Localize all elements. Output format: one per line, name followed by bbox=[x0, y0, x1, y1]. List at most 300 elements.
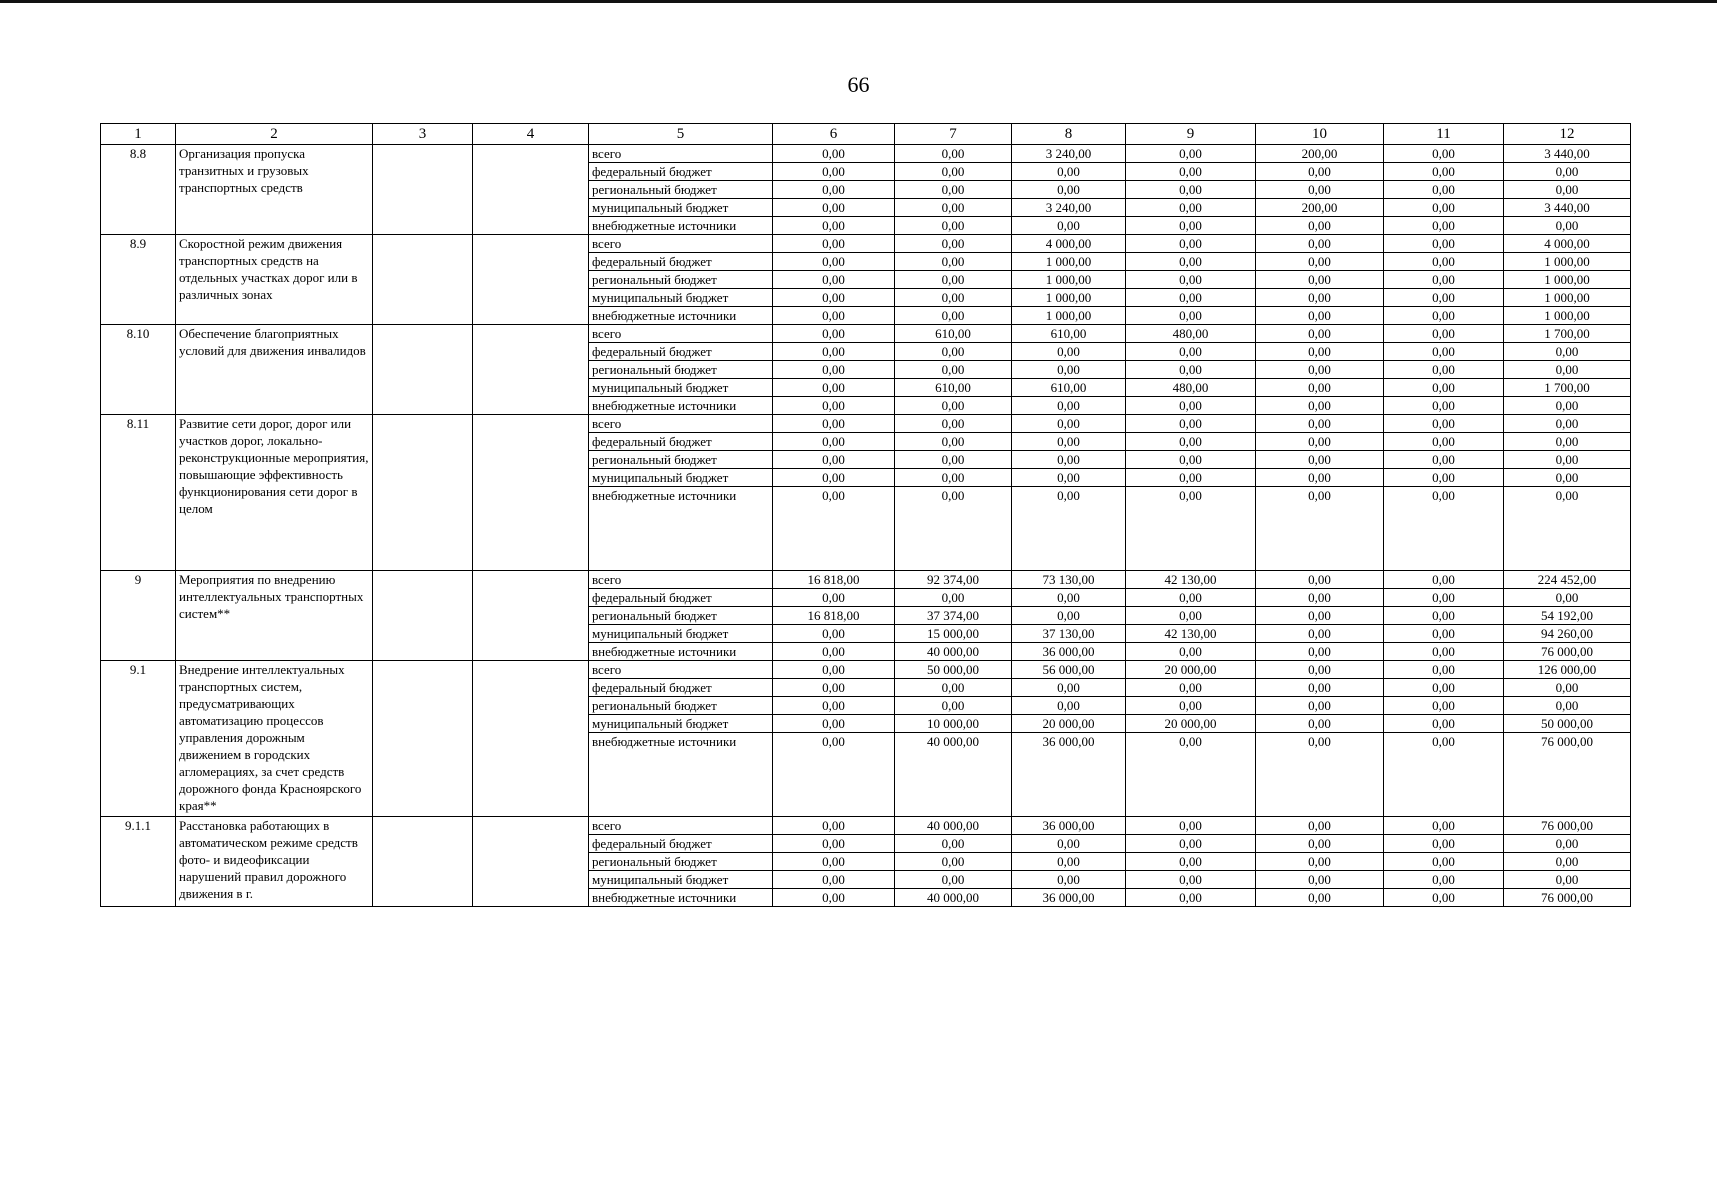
funding-source: федеральный бюджет bbox=[589, 433, 773, 451]
value-cell: 0,00 bbox=[1012, 607, 1126, 625]
value-cell: 0,00 bbox=[1126, 343, 1256, 361]
value-cell: 0,00 bbox=[1504, 871, 1631, 889]
value-cell: 0,00 bbox=[773, 451, 895, 469]
value-cell: 0,00 bbox=[895, 589, 1012, 607]
value-cell: 1 000,00 bbox=[1504, 307, 1631, 325]
value-cell: 0,00 bbox=[895, 451, 1012, 469]
value-cell: 0,00 bbox=[1384, 145, 1504, 163]
value-cell: 0,00 bbox=[895, 307, 1012, 325]
value-cell: 0,00 bbox=[773, 217, 895, 235]
value-cell: 0,00 bbox=[773, 325, 895, 343]
value-cell: 4 000,00 bbox=[1012, 235, 1126, 253]
value-cell: 0,00 bbox=[1012, 679, 1126, 697]
value-cell: 0,00 bbox=[773, 361, 895, 379]
value-cell: 0,00 bbox=[1384, 199, 1504, 217]
value-cell: 0,00 bbox=[1384, 379, 1504, 397]
column-3-cell bbox=[373, 325, 473, 415]
value-cell: 73 130,00 bbox=[1012, 571, 1126, 589]
value-cell: 0,00 bbox=[895, 163, 1012, 181]
value-cell: 0,00 bbox=[1126, 235, 1256, 253]
value-cell: 50 000,00 bbox=[895, 661, 1012, 679]
funding-source: федеральный бюджет bbox=[589, 589, 773, 607]
value-cell: 0,00 bbox=[1384, 451, 1504, 469]
value-cell: 0,00 bbox=[773, 643, 895, 661]
value-cell: 0,00 bbox=[773, 235, 895, 253]
value-cell: 0,00 bbox=[1126, 415, 1256, 433]
value-cell: 1 000,00 bbox=[1012, 271, 1126, 289]
value-cell: 0,00 bbox=[1256, 469, 1384, 487]
value-cell: 0,00 bbox=[1126, 199, 1256, 217]
value-cell: 0,00 bbox=[1256, 835, 1384, 853]
value-cell: 0,00 bbox=[1126, 361, 1256, 379]
column-number: 10 bbox=[1256, 124, 1384, 145]
value-cell: 0,00 bbox=[1384, 271, 1504, 289]
value-cell: 0,00 bbox=[895, 343, 1012, 361]
funding-source: федеральный бюджет bbox=[589, 163, 773, 181]
value-cell: 3 240,00 bbox=[1012, 145, 1126, 163]
value-cell: 610,00 bbox=[895, 379, 1012, 397]
item-code: 8.9 bbox=[101, 235, 176, 325]
column-4-cell bbox=[473, 817, 589, 907]
value-cell: 0,00 bbox=[1504, 397, 1631, 415]
value-cell: 0,00 bbox=[1256, 625, 1384, 643]
value-cell: 0,00 bbox=[1256, 217, 1384, 235]
value-cell: 0,00 bbox=[1126, 253, 1256, 271]
value-cell: 0,00 bbox=[1504, 433, 1631, 451]
value-cell: 40 000,00 bbox=[895, 889, 1012, 907]
value-cell: 92 374,00 bbox=[895, 571, 1012, 589]
funding-source: региональный бюджет bbox=[589, 361, 773, 379]
value-cell: 0,00 bbox=[1012, 589, 1126, 607]
value-cell: 0,00 bbox=[1504, 361, 1631, 379]
value-cell: 0,00 bbox=[773, 817, 895, 835]
value-cell: 36 000,00 bbox=[1012, 733, 1126, 817]
funding-source: всего bbox=[589, 817, 773, 835]
value-cell: 0,00 bbox=[1126, 697, 1256, 715]
value-cell: 20 000,00 bbox=[1126, 715, 1256, 733]
item-name: Развитие сети дорог, дорог или участков дорог, локально-реконструкционные мероприятия, повышающие эффективность функционирования сети дорог в целом bbox=[176, 415, 373, 571]
item-code: 9.1.1 bbox=[101, 817, 176, 907]
value-cell: 56 000,00 bbox=[1012, 661, 1126, 679]
funding-source: муниципальный бюджет bbox=[589, 469, 773, 487]
value-cell: 0,00 bbox=[895, 217, 1012, 235]
value-cell: 0,00 bbox=[1126, 307, 1256, 325]
value-cell: 480,00 bbox=[1126, 379, 1256, 397]
value-cell: 0,00 bbox=[1384, 163, 1504, 181]
value-cell: 0,00 bbox=[895, 487, 1012, 571]
value-cell: 0,00 bbox=[1126, 607, 1256, 625]
column-3-cell bbox=[373, 661, 473, 817]
value-cell: 40 000,00 bbox=[895, 733, 1012, 817]
funding-source: внебюджетные источники bbox=[589, 889, 773, 907]
value-cell: 0,00 bbox=[1126, 451, 1256, 469]
value-cell: 0,00 bbox=[895, 415, 1012, 433]
value-cell: 0,00 bbox=[773, 853, 895, 871]
value-cell: 0,00 bbox=[895, 397, 1012, 415]
value-cell: 0,00 bbox=[1126, 817, 1256, 835]
value-cell: 0,00 bbox=[1126, 853, 1256, 871]
value-cell: 0,00 bbox=[1504, 697, 1631, 715]
column-number-row bbox=[101, 124, 1631, 145]
value-cell: 0,00 bbox=[1384, 343, 1504, 361]
column-4-cell bbox=[473, 235, 589, 325]
value-cell: 0,00 bbox=[1384, 235, 1504, 253]
value-cell: 0,00 bbox=[1012, 835, 1126, 853]
value-cell: 0,00 bbox=[1384, 835, 1504, 853]
value-cell: 0,00 bbox=[1126, 889, 1256, 907]
value-cell: 0,00 bbox=[773, 469, 895, 487]
value-cell: 50 000,00 bbox=[1504, 715, 1631, 733]
value-cell: 0,00 bbox=[773, 733, 895, 817]
value-cell: 1 000,00 bbox=[1504, 253, 1631, 271]
value-cell: 0,00 bbox=[1256, 343, 1384, 361]
value-cell: 0,00 bbox=[1126, 181, 1256, 199]
value-cell: 0,00 bbox=[773, 679, 895, 697]
funding-source: муниципальный бюджет bbox=[589, 715, 773, 733]
column-3-cell bbox=[373, 415, 473, 571]
value-cell: 0,00 bbox=[1012, 697, 1126, 715]
value-cell: 0,00 bbox=[1504, 343, 1631, 361]
value-cell: 0,00 bbox=[1384, 733, 1504, 817]
table-row bbox=[101, 661, 1631, 679]
value-cell: 0,00 bbox=[1384, 589, 1504, 607]
value-cell: 0,00 bbox=[1504, 451, 1631, 469]
value-cell: 0,00 bbox=[1384, 361, 1504, 379]
value-cell: 0,00 bbox=[1126, 871, 1256, 889]
value-cell: 1 000,00 bbox=[1012, 307, 1126, 325]
item-code: 8.11 bbox=[101, 415, 176, 571]
funding-source: федеральный бюджет bbox=[589, 253, 773, 271]
value-cell: 0,00 bbox=[1126, 733, 1256, 817]
funding-source: всего bbox=[589, 661, 773, 679]
value-cell: 224 452,00 bbox=[1504, 571, 1631, 589]
column-number: 12 bbox=[1504, 124, 1631, 145]
value-cell: 42 130,00 bbox=[1126, 625, 1256, 643]
value-cell: 0,00 bbox=[1126, 835, 1256, 853]
value-cell: 0,00 bbox=[1256, 235, 1384, 253]
value-cell: 0,00 bbox=[1012, 451, 1126, 469]
value-cell: 0,00 bbox=[1126, 469, 1256, 487]
column-number: 11 bbox=[1384, 124, 1504, 145]
value-cell: 0,00 bbox=[773, 889, 895, 907]
value-cell: 0,00 bbox=[773, 199, 895, 217]
value-cell: 1 700,00 bbox=[1504, 379, 1631, 397]
value-cell: 0,00 bbox=[1504, 487, 1631, 571]
item-name: Организация пропуска транзитных и грузовых транспортных средств bbox=[176, 145, 373, 235]
column-number: 7 bbox=[895, 124, 1012, 145]
value-cell: 0,00 bbox=[773, 307, 895, 325]
value-cell: 0,00 bbox=[1012, 163, 1126, 181]
value-cell: 0,00 bbox=[1256, 181, 1384, 199]
funding-source: внебюджетные источники bbox=[589, 487, 773, 571]
value-cell: 0,00 bbox=[1384, 469, 1504, 487]
value-cell: 0,00 bbox=[1126, 487, 1256, 571]
value-cell: 0,00 bbox=[1384, 817, 1504, 835]
value-cell: 0,00 bbox=[1384, 643, 1504, 661]
value-cell: 15 000,00 bbox=[895, 625, 1012, 643]
value-cell: 0,00 bbox=[773, 871, 895, 889]
value-cell: 0,00 bbox=[1504, 181, 1631, 199]
value-cell: 76 000,00 bbox=[1504, 643, 1631, 661]
value-cell: 0,00 bbox=[773, 343, 895, 361]
value-cell: 0,00 bbox=[773, 145, 895, 163]
value-cell: 0,00 bbox=[1012, 433, 1126, 451]
column-4-cell bbox=[473, 661, 589, 817]
table-row bbox=[101, 571, 1631, 589]
value-cell: 0,00 bbox=[1126, 589, 1256, 607]
table-row bbox=[101, 817, 1631, 835]
value-cell: 0,00 bbox=[1126, 289, 1256, 307]
scan-border bbox=[0, 0, 1717, 3]
value-cell: 1 000,00 bbox=[1504, 271, 1631, 289]
value-cell: 0,00 bbox=[1126, 271, 1256, 289]
value-cell: 76 000,00 bbox=[1504, 889, 1631, 907]
item-name: Мероприятия по внедрению интеллектуальных транспортных систем** bbox=[176, 571, 373, 661]
item-name: Внедрение интеллектуальных транспортных систем, предусматривающих автоматизацию процессов управления дорожным движением в городских агломерациях, за счет средств дорожного фонда Красноярского края** bbox=[176, 661, 373, 817]
funding-source: внебюджетные источники bbox=[589, 733, 773, 817]
value-cell: 0,00 bbox=[773, 397, 895, 415]
value-cell: 0,00 bbox=[1504, 415, 1631, 433]
table-row bbox=[101, 325, 1631, 343]
value-cell: 42 130,00 bbox=[1126, 571, 1256, 589]
value-cell: 0,00 bbox=[895, 697, 1012, 715]
value-cell: 126 000,00 bbox=[1504, 661, 1631, 679]
value-cell: 0,00 bbox=[1126, 643, 1256, 661]
value-cell: 0,00 bbox=[1256, 451, 1384, 469]
funding-source: внебюджетные источники bbox=[589, 217, 773, 235]
value-cell: 0,00 bbox=[1256, 307, 1384, 325]
value-cell: 0,00 bbox=[1256, 661, 1384, 679]
column-4-cell bbox=[473, 415, 589, 571]
value-cell: 0,00 bbox=[1012, 361, 1126, 379]
value-cell: 0,00 bbox=[1256, 853, 1384, 871]
page-number: 66 bbox=[847, 72, 870, 97]
funding-source: региональный бюджет bbox=[589, 181, 773, 199]
value-cell: 0,00 bbox=[1012, 415, 1126, 433]
value-cell: 610,00 bbox=[895, 325, 1012, 343]
value-cell: 0,00 bbox=[1126, 397, 1256, 415]
value-cell: 94 260,00 bbox=[1504, 625, 1631, 643]
value-cell: 0,00 bbox=[1504, 217, 1631, 235]
value-cell: 0,00 bbox=[895, 361, 1012, 379]
funding-source: всего bbox=[589, 415, 773, 433]
value-cell: 610,00 bbox=[1012, 325, 1126, 343]
funding-source: муниципальный бюджет bbox=[589, 289, 773, 307]
value-cell: 0,00 bbox=[895, 199, 1012, 217]
funding-source: региональный бюджет bbox=[589, 451, 773, 469]
item-code: 8.10 bbox=[101, 325, 176, 415]
column-number: 4 bbox=[473, 124, 589, 145]
value-cell: 0,00 bbox=[1384, 289, 1504, 307]
column-4-cell bbox=[473, 571, 589, 661]
value-cell: 0,00 bbox=[1256, 361, 1384, 379]
value-cell: 0,00 bbox=[1256, 697, 1384, 715]
value-cell: 0,00 bbox=[1256, 325, 1384, 343]
value-cell: 0,00 bbox=[1256, 397, 1384, 415]
value-cell: 0,00 bbox=[773, 181, 895, 199]
value-cell: 37 130,00 bbox=[1012, 625, 1126, 643]
funding-source: федеральный бюджет bbox=[589, 679, 773, 697]
value-cell: 0,00 bbox=[1384, 607, 1504, 625]
value-cell: 0,00 bbox=[773, 433, 895, 451]
funding-source: муниципальный бюджет bbox=[589, 625, 773, 643]
value-cell: 4 000,00 bbox=[1504, 235, 1631, 253]
value-cell: 0,00 bbox=[773, 271, 895, 289]
column-number: 1 bbox=[101, 124, 176, 145]
column-number: 2 bbox=[176, 124, 373, 145]
column-4-cell bbox=[473, 325, 589, 415]
value-cell: 0,00 bbox=[895, 181, 1012, 199]
value-cell: 0,00 bbox=[895, 289, 1012, 307]
value-cell: 0,00 bbox=[1256, 643, 1384, 661]
value-cell: 0,00 bbox=[773, 163, 895, 181]
funding-source: региональный бюджет bbox=[589, 607, 773, 625]
value-cell: 0,00 bbox=[1384, 253, 1504, 271]
funding-source: муниципальный бюджет bbox=[589, 871, 773, 889]
value-cell: 0,00 bbox=[895, 235, 1012, 253]
value-cell: 0,00 bbox=[1384, 715, 1504, 733]
value-cell: 0,00 bbox=[1384, 397, 1504, 415]
column-3-cell bbox=[373, 145, 473, 235]
value-cell: 20 000,00 bbox=[1012, 715, 1126, 733]
value-cell: 0,00 bbox=[1384, 571, 1504, 589]
value-cell: 0,00 bbox=[1384, 853, 1504, 871]
value-cell: 0,00 bbox=[1504, 853, 1631, 871]
column-3-cell bbox=[373, 817, 473, 907]
value-cell: 0,00 bbox=[1012, 853, 1126, 871]
value-cell: 1 000,00 bbox=[1012, 289, 1126, 307]
value-cell: 0,00 bbox=[1256, 253, 1384, 271]
item-name: Расстановка работающих в автоматическом режиме средств фото- и видеофиксации нарушений правил дорожного движения в г. bbox=[176, 817, 373, 907]
funding-source: федеральный бюджет bbox=[589, 343, 773, 361]
value-cell: 0,00 bbox=[1256, 379, 1384, 397]
value-cell: 0,00 bbox=[1384, 661, 1504, 679]
value-cell: 0,00 bbox=[1256, 733, 1384, 817]
value-cell: 0,00 bbox=[1384, 625, 1504, 643]
funding-source: внебюджетные источники bbox=[589, 397, 773, 415]
value-cell: 0,00 bbox=[773, 253, 895, 271]
value-cell: 0,00 bbox=[1126, 679, 1256, 697]
funding-source: региональный бюджет bbox=[589, 853, 773, 871]
funding-source: всего bbox=[589, 235, 773, 253]
value-cell: 200,00 bbox=[1256, 145, 1384, 163]
value-cell: 0,00 bbox=[895, 835, 1012, 853]
value-cell: 0,00 bbox=[1012, 871, 1126, 889]
value-cell: 0,00 bbox=[1504, 589, 1631, 607]
value-cell: 0,00 bbox=[1256, 163, 1384, 181]
column-number: 3 bbox=[373, 124, 473, 145]
value-cell: 0,00 bbox=[1256, 433, 1384, 451]
table-row bbox=[101, 415, 1631, 433]
funding-source: внебюджетные источники bbox=[589, 643, 773, 661]
value-cell: 0,00 bbox=[1384, 889, 1504, 907]
column-number: 6 bbox=[773, 124, 895, 145]
value-cell: 0,00 bbox=[1256, 415, 1384, 433]
value-cell: 0,00 bbox=[1256, 817, 1384, 835]
value-cell: 0,00 bbox=[1384, 325, 1504, 343]
funding-source: региональный бюджет bbox=[589, 271, 773, 289]
value-cell: 0,00 bbox=[773, 715, 895, 733]
column-number: 8 bbox=[1012, 124, 1126, 145]
item-code: 8.8 bbox=[101, 145, 176, 235]
value-cell: 0,00 bbox=[1384, 433, 1504, 451]
value-cell: 0,00 bbox=[1384, 871, 1504, 889]
table-row bbox=[101, 145, 1631, 163]
value-cell: 0,00 bbox=[1012, 487, 1126, 571]
funding-source: муниципальный бюджет bbox=[589, 379, 773, 397]
value-cell: 0,00 bbox=[895, 433, 1012, 451]
value-cell: 36 000,00 bbox=[1012, 817, 1126, 835]
value-cell: 16 818,00 bbox=[773, 571, 895, 589]
value-cell: 0,00 bbox=[1256, 289, 1384, 307]
value-cell: 0,00 bbox=[1012, 181, 1126, 199]
value-cell: 54 192,00 bbox=[1504, 607, 1631, 625]
value-cell: 0,00 bbox=[773, 661, 895, 679]
value-cell: 0,00 bbox=[1126, 433, 1256, 451]
value-cell: 36 000,00 bbox=[1012, 889, 1126, 907]
column-3-cell bbox=[373, 571, 473, 661]
value-cell: 0,00 bbox=[1126, 145, 1256, 163]
value-cell: 0,00 bbox=[773, 835, 895, 853]
value-cell: 0,00 bbox=[1256, 607, 1384, 625]
value-cell: 0,00 bbox=[773, 625, 895, 643]
value-cell: 0,00 bbox=[1126, 163, 1256, 181]
value-cell: 200,00 bbox=[1256, 199, 1384, 217]
value-cell: 0,00 bbox=[1256, 715, 1384, 733]
value-cell: 0,00 bbox=[1384, 181, 1504, 199]
value-cell: 0,00 bbox=[1384, 415, 1504, 433]
value-cell: 0,00 bbox=[1256, 487, 1384, 571]
funding-source: всего bbox=[589, 571, 773, 589]
table-row bbox=[101, 235, 1631, 253]
funding-source: внебюджетные источники bbox=[589, 307, 773, 325]
value-cell: 0,00 bbox=[1256, 271, 1384, 289]
value-cell: 0,00 bbox=[773, 697, 895, 715]
column-3-cell bbox=[373, 235, 473, 325]
value-cell: 0,00 bbox=[1384, 487, 1504, 571]
column-number: 5 bbox=[589, 124, 773, 145]
value-cell: 0,00 bbox=[773, 589, 895, 607]
value-cell: 0,00 bbox=[1012, 397, 1126, 415]
value-cell: 0,00 bbox=[1504, 469, 1631, 487]
value-cell: 40 000,00 bbox=[895, 643, 1012, 661]
funding-source: муниципальный бюджет bbox=[589, 199, 773, 217]
value-cell: 0,00 bbox=[1504, 835, 1631, 853]
value-cell: 37 374,00 bbox=[895, 607, 1012, 625]
value-cell: 0,00 bbox=[773, 289, 895, 307]
value-cell: 0,00 bbox=[1126, 217, 1256, 235]
value-cell: 0,00 bbox=[895, 469, 1012, 487]
value-cell: 1 700,00 bbox=[1504, 325, 1631, 343]
value-cell: 16 818,00 bbox=[773, 607, 895, 625]
value-cell: 0,00 bbox=[895, 253, 1012, 271]
budget-table bbox=[100, 123, 1631, 907]
value-cell: 0,00 bbox=[895, 145, 1012, 163]
value-cell: 3 440,00 bbox=[1504, 145, 1631, 163]
value-cell: 0,00 bbox=[1012, 469, 1126, 487]
value-cell: 0,00 bbox=[1256, 679, 1384, 697]
funding-source: федеральный бюджет bbox=[589, 835, 773, 853]
value-cell: 0,00 bbox=[895, 853, 1012, 871]
value-cell: 0,00 bbox=[1384, 679, 1504, 697]
value-cell: 0,00 bbox=[895, 271, 1012, 289]
value-cell: 0,00 bbox=[1256, 571, 1384, 589]
value-cell: 0,00 bbox=[895, 679, 1012, 697]
funding-source: региональный бюджет bbox=[589, 697, 773, 715]
value-cell: 3 440,00 bbox=[1504, 199, 1631, 217]
funding-source: всего bbox=[589, 325, 773, 343]
value-cell: 20 000,00 bbox=[1126, 661, 1256, 679]
